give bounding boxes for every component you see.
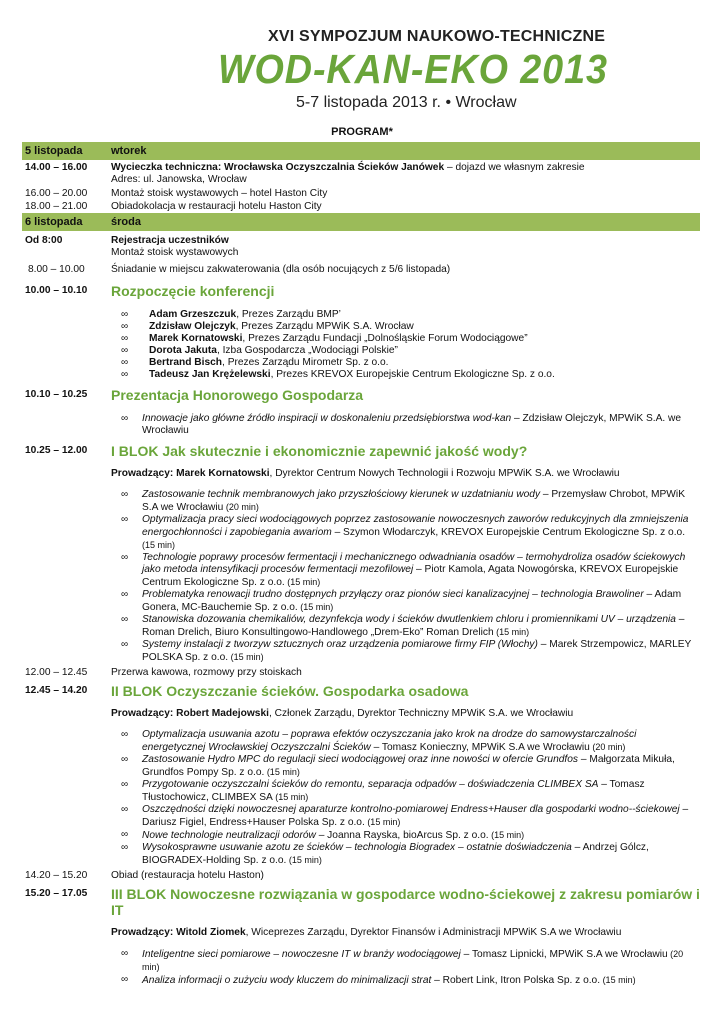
schedule-row bbox=[22, 667, 700, 679]
speaker-name: Tadeusz Jan Krężelewski bbox=[149, 369, 271, 380]
speaker-list bbox=[111, 309, 700, 381]
talk-duration: (20 min) bbox=[589, 742, 626, 752]
time-slot: 14.00 – 16.00 bbox=[25, 162, 88, 173]
talk-title: Technologie poprawy procesów fermentacji i mechanicznego odwadniania osadów – termohydroliza osadów ściekowych jako metoda intensyfikacji procesów fermentacji mezofilowej bbox=[142, 552, 686, 575]
speaker-item bbox=[121, 345, 700, 357]
bullet-icon: ∞ bbox=[121, 948, 129, 959]
talk-title: Analiza informacji o zużyciu wody kluczem do minimalizacji strat bbox=[142, 975, 432, 986]
event-text: Montaż stoisk wystawowych – hotel Haston City bbox=[111, 188, 328, 199]
section-title: I BLOK Jak skutecznie i ekonomicznie zapewnić jakość wody? bbox=[111, 443, 528, 459]
speaker-item bbox=[121, 369, 700, 381]
bullet-icon: ∞ bbox=[121, 552, 129, 563]
bullet-icon: ∞ bbox=[121, 754, 129, 765]
talk-duration: (20 min) bbox=[142, 949, 684, 972]
time-slot: 12.00 – 12.45 bbox=[25, 667, 88, 678]
moderator-name: Robert Madejowski bbox=[173, 708, 269, 719]
program-schedule bbox=[22, 142, 700, 987]
bullet-icon: ∞ bbox=[121, 345, 129, 356]
event-text: Przerwa kawowa, rozmowy przy stoiskach bbox=[111, 667, 302, 678]
section-block-1 bbox=[22, 443, 700, 664]
bullet-icon: ∞ bbox=[121, 369, 129, 380]
talk-item bbox=[121, 829, 700, 842]
day-date: 5 listopada bbox=[25, 145, 83, 157]
talk-title: Zastosowanie Hydro MPC do regulacji sieci wodociągowej oraz inne nowości w ofercie Grundfos bbox=[142, 754, 579, 765]
talk-author: – Andrzej Gólcz, BIOGRADEX-Holding Sp. z o.o. bbox=[142, 842, 649, 866]
speaker-item bbox=[121, 321, 700, 333]
bullet-icon: ∞ bbox=[121, 614, 129, 625]
time-slot: 15.20 – 17.05 bbox=[25, 888, 88, 899]
speaker-role: , Izba Gospodarcza „Wodociągi Polskie” bbox=[216, 345, 398, 356]
moderator-label: Prowadzący: bbox=[111, 708, 174, 719]
talk-title: Oszczędności dzięki nowoczesnej aparaturze kontrolno-pomiarowej Endress+Hauser dla gospodarki wodno--ściekowej bbox=[142, 804, 680, 815]
talk-author: – Piotr Kamola, Agata Nowogórska, KREVOX Europejskie Centrum Ekologiczne Sp. z o.o. bbox=[142, 564, 679, 588]
talk-item bbox=[121, 842, 700, 867]
talk-author: – Robert Link, Itron Polska Sp. z o.o. bbox=[431, 975, 601, 986]
talk-duration: (15 min) bbox=[142, 540, 176, 550]
talk-duration: (15 min) bbox=[286, 855, 322, 865]
talk-duration: (15 min) bbox=[364, 817, 401, 827]
moderator-label: Prowadzący: bbox=[111, 468, 174, 479]
talk-item bbox=[121, 729, 700, 754]
talk-author: – Zdzisław Olejczyk, MPWiK S.A. we Wrocławiu bbox=[142, 413, 682, 436]
talk-duration: (15 min) bbox=[488, 830, 525, 840]
talk-item bbox=[121, 754, 700, 779]
event-detail: – dojazd we własnym zakresie bbox=[444, 162, 585, 173]
schedule-row bbox=[22, 264, 700, 276]
moderator-name: Witold Ziomek bbox=[173, 927, 246, 938]
talk-author: – Tomasz Tłustochowicz, CLIMBEX SA bbox=[142, 779, 645, 803]
event-text: Śniadanie w miejscu zakwaterowania (dla osób nocujących z 5/6 listopada) bbox=[111, 264, 451, 275]
bullet-icon: ∞ bbox=[121, 489, 129, 500]
talk-list bbox=[111, 729, 700, 867]
speaker-role: , Prezes Zarządu BMP’ bbox=[236, 309, 341, 320]
moderator bbox=[111, 927, 700, 939]
moderator-role: , Dyrektor Centrum Nowych Technologii i Rozwoju MPWiK S.A. we Wrocławiu bbox=[269, 468, 620, 479]
schedule-row bbox=[22, 235, 700, 259]
speaker-role: , Prezes Zarządu Mirometr Sp. z o.o. bbox=[222, 357, 389, 368]
event-text: Obiadokolacja w restauracji hotelu Haston City bbox=[111, 201, 322, 212]
section-block-3 bbox=[22, 886, 700, 987]
event-title: Rejestracja uczestników bbox=[111, 235, 229, 246]
time-slot: 18.00 – 21.00 bbox=[25, 201, 88, 212]
bullet-icon: ∞ bbox=[121, 829, 129, 840]
speaker-name: Dorota Jakuta bbox=[149, 345, 217, 356]
talk-duration: (15 min) bbox=[264, 767, 300, 777]
talk-author: – Adam Gonera, MC-Bauchemie Sp. z o.o. bbox=[142, 589, 682, 613]
bullet-icon: ∞ bbox=[121, 779, 129, 790]
time-slot: 10.10 – 10.25 bbox=[25, 389, 88, 400]
section-title: III BLOK Nowoczesne rozwiązania w gospodarce wodno-ściekowej z zakresu pomiarów i IT bbox=[111, 886, 700, 918]
speaker-name: Zdzisław Olejczyk bbox=[149, 321, 236, 332]
talk-author: – Szymon Włodarczyk, KREVOX Europejskie Centrum Ekologiczne Sp. z o.o. bbox=[331, 527, 686, 538]
talk-duration: (15 min) bbox=[493, 627, 530, 637]
time-slot: 12.45 – 14.20 bbox=[25, 685, 88, 696]
bullet-icon: ∞ bbox=[121, 729, 129, 740]
section-title: Prezentacja Honorowego Gospodarza bbox=[111, 387, 364, 403]
event-detail: Montaż stoisk wystawowych bbox=[111, 247, 239, 258]
bullet-icon: ∞ bbox=[121, 333, 129, 344]
section-block-2 bbox=[22, 683, 700, 867]
time-slot: 14.20 – 15.20 bbox=[25, 870, 88, 881]
talk-title: Problematyka renowacji trudno dostępnych przyłączy oraz pionów sieci kanalizacyjnej – technologia Brawoliner bbox=[142, 589, 644, 600]
talk-list bbox=[111, 413, 700, 437]
talk-author: – Małgorzata Mikuła, Grundfos Pompy Sp. z o.o. bbox=[142, 754, 675, 778]
talk-item bbox=[121, 779, 700, 804]
speaker-name: Bertrand Bisch bbox=[149, 357, 223, 368]
program-label: PROGRAM* bbox=[331, 126, 393, 138]
talk-author: – Roman Drelich, Biuro Konsultingowo-Handlowego „Drem-Eko” Roman Drelich bbox=[142, 614, 685, 638]
speaker-name: Marek Kornatowski bbox=[149, 333, 243, 344]
day-header-2 bbox=[22, 213, 700, 231]
day-header-1 bbox=[22, 142, 700, 160]
moderator bbox=[111, 708, 700, 720]
talk-title: Wysokosprawne usuwanie azotu ze ścieków – technologia Biogradex – ostatnie doświadczenia bbox=[142, 842, 572, 853]
schedule-row bbox=[22, 162, 700, 186]
schedule-row bbox=[22, 870, 700, 882]
schedule-row bbox=[22, 188, 700, 200]
talk-item bbox=[121, 948, 700, 974]
speaker-name: Adam Grzeszczuk bbox=[149, 309, 237, 320]
talk-author: – Przemysław Chrobot, MPWiK S.A we Wrocławiu bbox=[142, 489, 685, 513]
talk-author: – Tomasz Konieczny, MPWiK S.A we Wrocławiu bbox=[370, 742, 590, 753]
time-slot: 8.00 – 10.00 bbox=[28, 264, 85, 275]
bullet-icon: ∞ bbox=[121, 514, 129, 525]
talk-title: Inteligentne sieci pomiarowe – nowoczesne IT w branży wodociągowej bbox=[142, 949, 461, 960]
talk-duration: (15 min) bbox=[284, 577, 321, 587]
event-date-place: 5-7 listopada 2013 r. • Wrocław bbox=[296, 94, 517, 111]
day-weekday: wtorek bbox=[111, 145, 147, 157]
speaker-role: , Prezes Zarządu MPWiK S.A. Wrocław bbox=[235, 321, 414, 332]
talk-title: Stanowiska dozowania chemikaliów, dezynfekcja wody i ścieków dwutlenkiem chloru i promiennikami UV – urządzenia bbox=[142, 614, 676, 625]
moderator-name: Marek Kornatowski bbox=[173, 468, 270, 479]
talk-author: – Joanna Rayska, bioArcus Sp. z o.o. bbox=[315, 830, 489, 841]
bullet-icon: ∞ bbox=[121, 804, 129, 815]
bullet-icon: ∞ bbox=[121, 974, 129, 985]
time-slot: 16.00 – 20.00 bbox=[25, 188, 88, 199]
moderator-role: , Wiceprezes Zarządu, Dyrektor Finansów i Administracji MPWiK S.A we Wrocławiu bbox=[245, 927, 622, 938]
bullet-icon: ∞ bbox=[121, 357, 129, 368]
talk-author: – Marek Strzempowicz, MARLEY POLSKA Sp. z o.o. bbox=[142, 639, 692, 663]
talk-item bbox=[121, 614, 700, 639]
talk-duration: (15 min) bbox=[272, 792, 309, 802]
bullet-icon: ∞ bbox=[121, 639, 129, 650]
section-title: Rozpoczęcie konferencji bbox=[111, 283, 275, 299]
moderator-role: , Członek Zarządu, Dyrektor Techniczny MPWiK S.A. we Wrocławiu bbox=[268, 708, 574, 719]
talk-item bbox=[121, 639, 700, 664]
section-opening bbox=[22, 283, 700, 381]
talk-item bbox=[121, 514, 700, 552]
event-title-logo: WOD-KAN-EKO 2013 bbox=[218, 46, 608, 92]
speaker-item bbox=[121, 357, 700, 369]
bullet-icon: ∞ bbox=[121, 589, 129, 600]
day-weekday: środa bbox=[111, 216, 141, 228]
time-slot: 10.00 – 10.10 bbox=[25, 285, 88, 296]
bullet-icon: ∞ bbox=[121, 842, 129, 853]
talk-item bbox=[121, 489, 700, 514]
talk-list bbox=[111, 948, 700, 987]
bullet-icon: ∞ bbox=[121, 321, 129, 332]
time-slot: 10.25 – 12.00 bbox=[25, 445, 88, 456]
talk-title: Systemy instalacji z tworzyw sztucznych oraz urządzenia pomiarowe firmy FIP (Włochy) bbox=[142, 639, 538, 650]
day-date: 6 listopada bbox=[25, 216, 83, 228]
talk-title: Optymalizacja usuwania azotu – poprawa efektów oczyszczania jako krok na drodze do samowystarczalności energetycznej Wrocławskiej Oczyszczalni Ścieków bbox=[142, 729, 637, 753]
time-slot: Od 8:00 bbox=[25, 235, 63, 246]
moderator-label: Prowadzący: bbox=[111, 927, 174, 938]
talk-title: Optymalizacja pracy sieci wodociągowych poprzez zastosowanie nowoczesnych zaworów redukcyjnych dla zmniejszenia energochłonności i zapobiegania awariom bbox=[142, 514, 689, 538]
schedule-row bbox=[22, 201, 700, 213]
event-title: Wycieczka techniczna: Wrocławska Oczyszczalnia Ścieków Janówek bbox=[111, 162, 445, 173]
speaker-role: , Prezes KREVOX Europejskie Centrum Ekologiczne Sp. z o.o. bbox=[270, 369, 555, 380]
talk-duration: (15 min) bbox=[228, 652, 264, 662]
header bbox=[0, 0, 724, 138]
talk-author: – Tomasz Lipnicki, MPWiK S.A we Wrocławiu bbox=[460, 949, 668, 960]
talk-list bbox=[111, 489, 700, 664]
speaker-role: , Prezes Zarządu Fundacji „Dolnośląskie Forum Wodociągowe” bbox=[242, 333, 528, 344]
symposium-subtitle: XVI SYMPOZJUM NAUKOWO-TECHNICZNE bbox=[268, 28, 606, 45]
moderator bbox=[111, 468, 700, 480]
talk-item bbox=[121, 974, 700, 987]
speaker-item bbox=[121, 333, 700, 345]
talk-item bbox=[121, 804, 700, 829]
talk-title: Nowe technologie neutralizacji odorów bbox=[142, 830, 316, 841]
section-host bbox=[22, 387, 700, 437]
talk-author: – Dariusz Figiel, Endress+Hauser Polska Sp. z o.o. bbox=[142, 804, 689, 828]
bullet-icon: ∞ bbox=[121, 309, 129, 320]
talk-title: Przygotowanie oczyszczalni ścieków do remontu, separacja odpadów – doświadczenia CLIMBEX SA bbox=[142, 779, 599, 790]
talk-duration: (20 min) bbox=[223, 502, 259, 512]
talk-duration: (15 min) bbox=[600, 975, 636, 985]
event-text: Obiad (restauracja hotelu Haston) bbox=[111, 870, 264, 881]
talk-item bbox=[121, 413, 700, 437]
event-address: Adres: ul. Janowska, Wrocław bbox=[111, 174, 247, 185]
bullet-icon: ∞ bbox=[121, 413, 129, 424]
talk-title: Innowacje jako główne źródło inspiracji w doskonaleniu przedsiębiorstwa wod-kan bbox=[142, 413, 512, 424]
talk-title: Zastosowanie technik membranowych jako przyszłościowy kierunek w uzdatnianiu wody bbox=[142, 489, 541, 500]
talk-duration: (15 min) bbox=[297, 602, 334, 612]
speaker-item bbox=[121, 309, 700, 321]
section-title: II BLOK Oczyszczanie ścieków. Gospodarka osadowa bbox=[111, 683, 469, 699]
talk-item bbox=[121, 589, 700, 614]
talk-item bbox=[121, 552, 700, 589]
